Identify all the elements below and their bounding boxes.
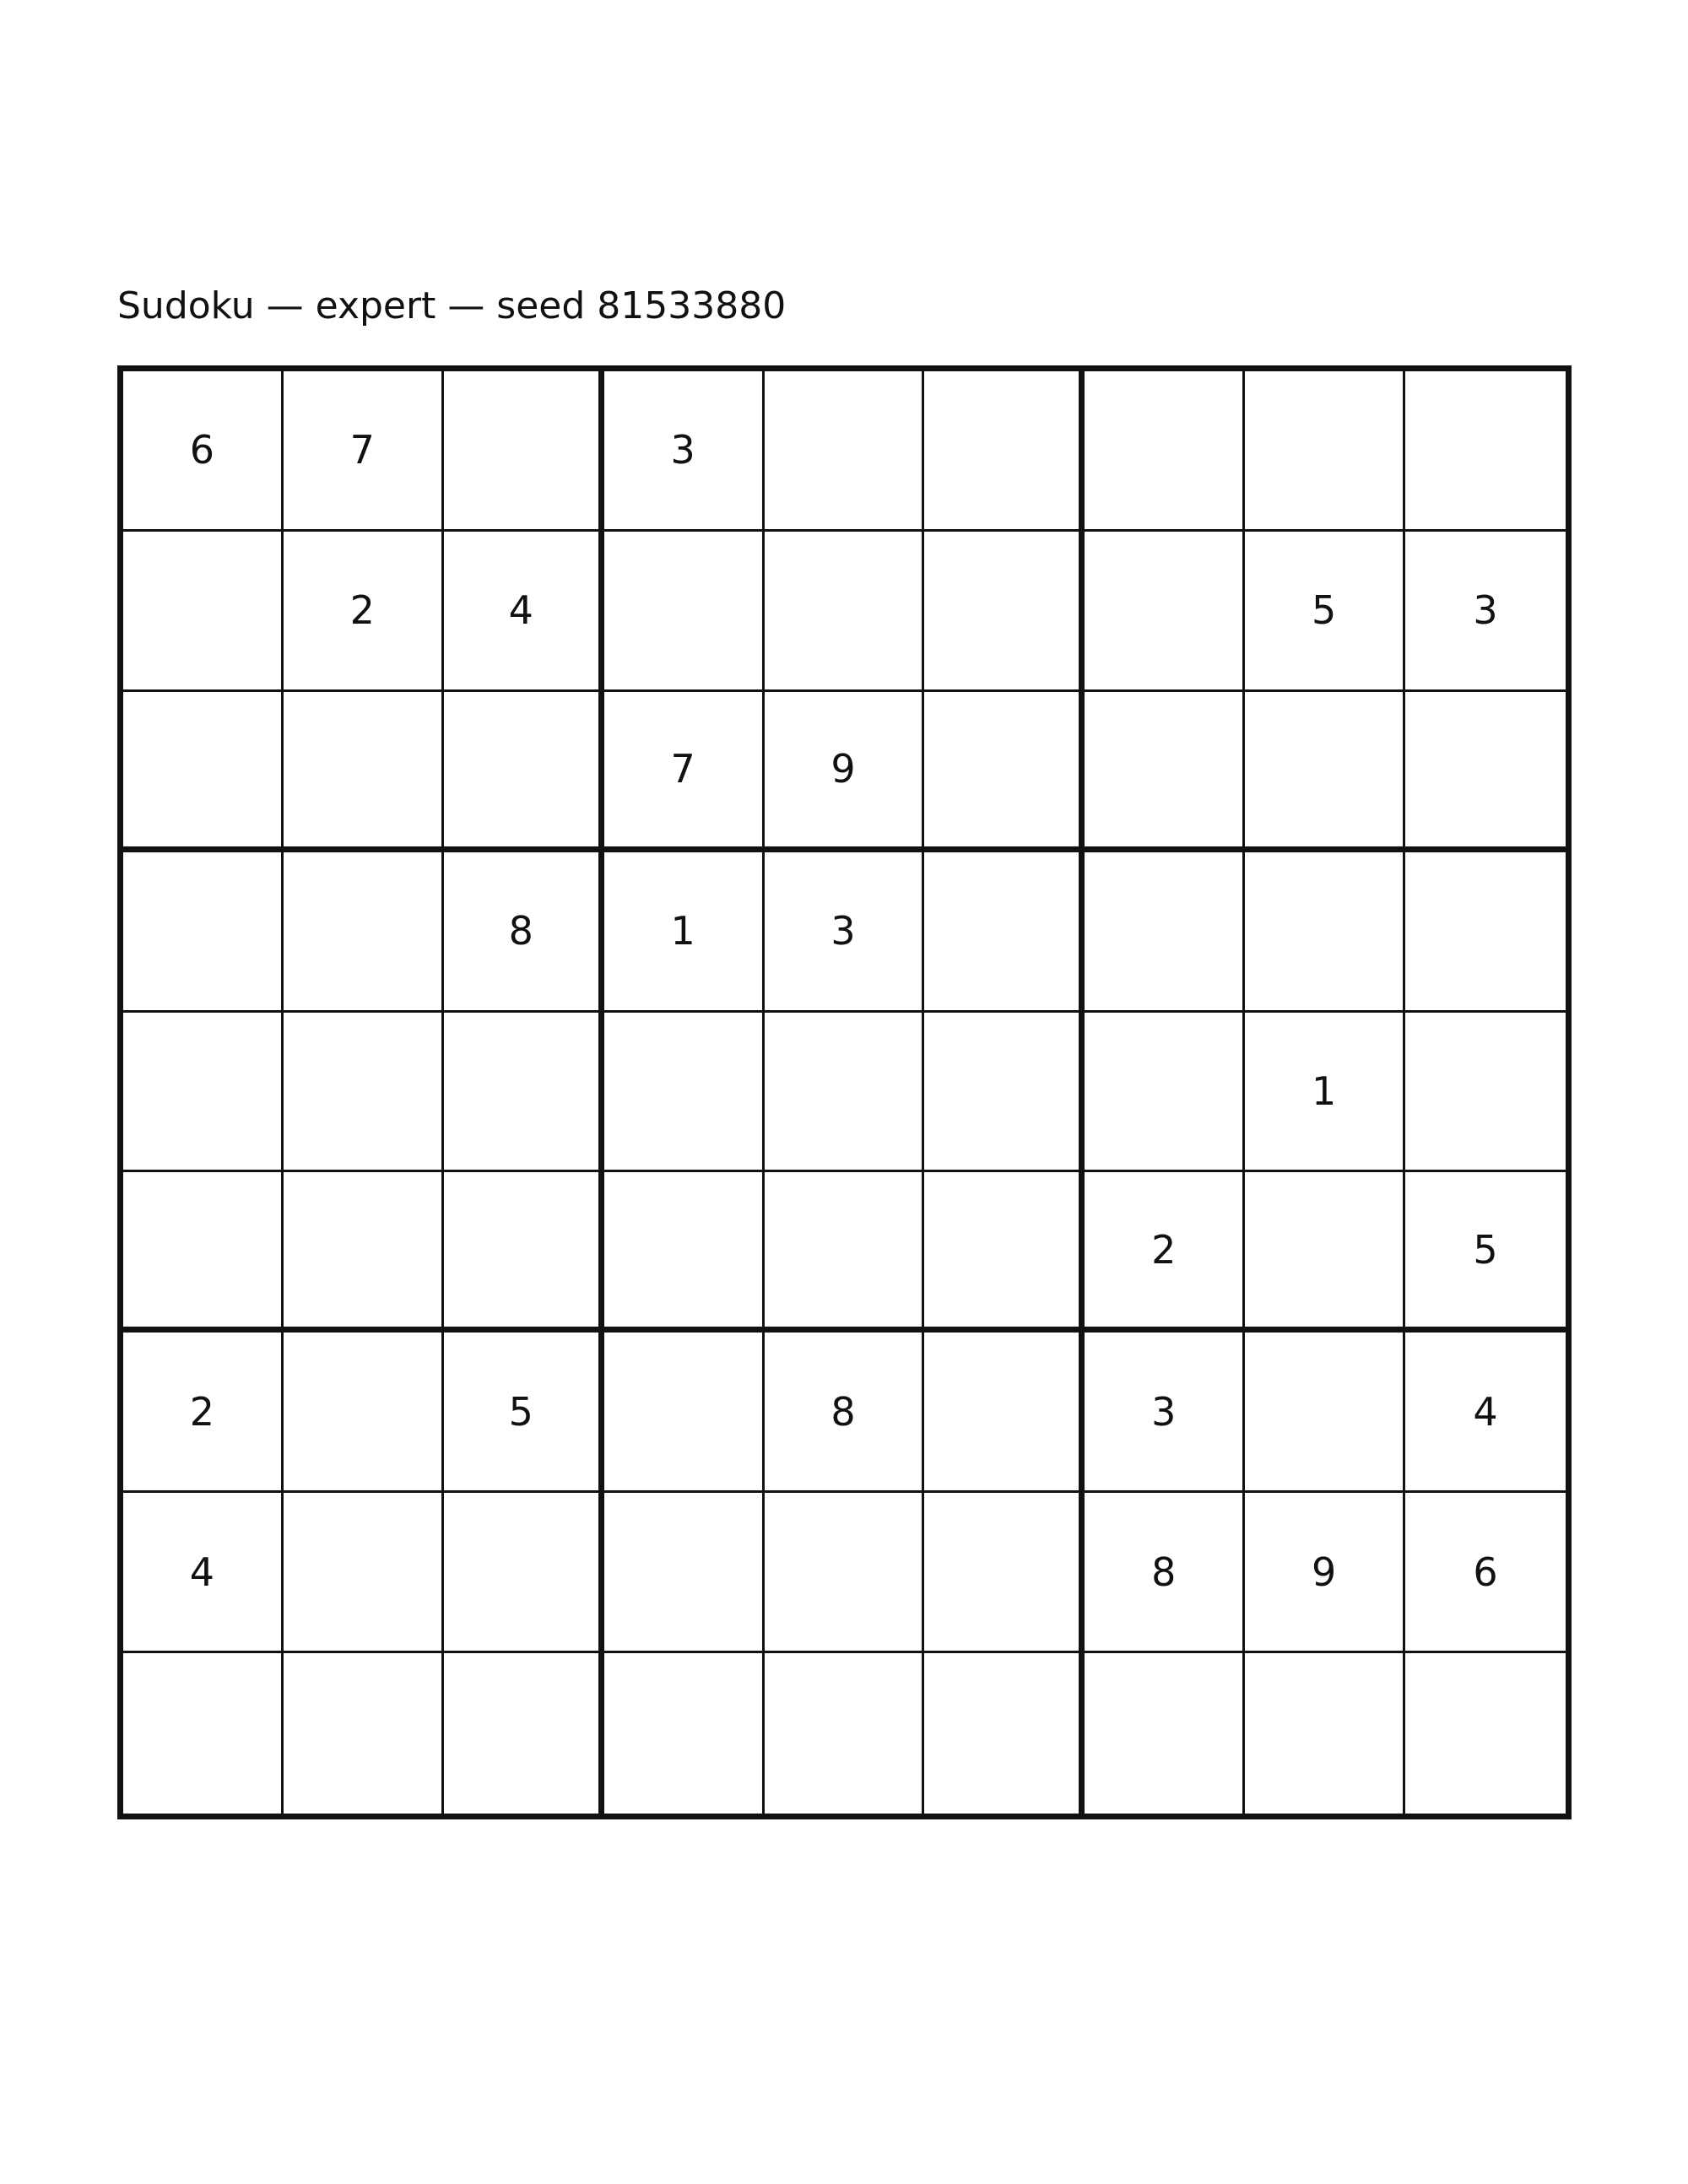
given-cell-r4c5: 3 (765, 852, 925, 1013)
empty-cell-r9c6[interactable] (924, 1653, 1085, 1814)
given-cell-r2c2: 2 (284, 532, 444, 692)
empty-cell-r9c5[interactable] (765, 1653, 925, 1814)
empty-cell-r9c8[interactable] (1245, 1653, 1405, 1814)
empty-cell-r6c4[interactable] (604, 1172, 765, 1333)
empty-cell-r8c4[interactable] (604, 1493, 765, 1653)
empty-cell-r9c3[interactable] (444, 1653, 604, 1814)
empty-cell-r2c5[interactable] (765, 532, 925, 692)
empty-cell-r6c3[interactable] (444, 1172, 604, 1333)
given-cell-r4c4: 1 (604, 852, 765, 1013)
empty-cell-r1c7[interactable] (1085, 371, 1245, 532)
empty-cell-r4c2[interactable] (284, 852, 444, 1013)
empty-cell-r2c4[interactable] (604, 532, 765, 692)
empty-cell-r3c2[interactable] (284, 692, 444, 852)
given-cell-r4c3: 8 (444, 852, 604, 1013)
given-cell-r2c8: 5 (1245, 532, 1405, 692)
empty-cell-r2c6[interactable] (924, 532, 1085, 692)
empty-cell-r6c8[interactable] (1245, 1172, 1405, 1333)
empty-cell-r3c9[interactable] (1405, 692, 1566, 852)
empty-cell-r7c6[interactable] (924, 1333, 1085, 1493)
empty-cell-r3c6[interactable] (924, 692, 1085, 852)
empty-cell-r9c9[interactable] (1405, 1653, 1566, 1814)
given-cell-r1c1: 6 (123, 371, 284, 532)
empty-cell-r1c6[interactable] (924, 371, 1085, 532)
empty-cell-r3c8[interactable] (1245, 692, 1405, 852)
given-cell-r8c7: 8 (1085, 1493, 1245, 1653)
empty-cell-r8c5[interactable] (765, 1493, 925, 1653)
given-cell-r1c2: 7 (284, 371, 444, 532)
empty-cell-r9c4[interactable] (604, 1653, 765, 1814)
given-cell-r8c8: 9 (1245, 1493, 1405, 1653)
empty-cell-r5c7[interactable] (1085, 1013, 1245, 1173)
given-cell-r7c7: 3 (1085, 1333, 1245, 1493)
given-cell-r5c8: 1 (1245, 1013, 1405, 1173)
given-cell-r3c4: 7 (604, 692, 765, 852)
empty-cell-r8c3[interactable] (444, 1493, 604, 1653)
given-cell-r6c9: 5 (1405, 1172, 1566, 1333)
sudoku-board (117, 365, 1572, 1819)
given-cell-r2c3: 4 (444, 532, 604, 692)
given-cell-r7c3: 5 (444, 1333, 604, 1493)
empty-cell-r1c8[interactable] (1245, 371, 1405, 532)
given-cell-r7c9: 4 (1405, 1333, 1566, 1493)
given-cell-r7c1: 2 (123, 1333, 284, 1493)
empty-cell-r4c6[interactable] (924, 852, 1085, 1013)
given-cell-r6c7: 2 (1085, 1172, 1245, 1333)
given-cell-r8c9: 6 (1405, 1493, 1566, 1653)
empty-cell-r4c8[interactable] (1245, 852, 1405, 1013)
given-cell-r1c4: 3 (604, 371, 765, 532)
empty-cell-r8c6[interactable] (924, 1493, 1085, 1653)
empty-cell-r5c4[interactable] (604, 1013, 765, 1173)
empty-cell-r5c2[interactable] (284, 1013, 444, 1173)
empty-cell-r8c2[interactable] (284, 1493, 444, 1653)
empty-cell-r3c1[interactable] (123, 692, 284, 852)
empty-cell-r4c9[interactable] (1405, 852, 1566, 1013)
empty-cell-r9c7[interactable] (1085, 1653, 1245, 1814)
empty-cell-r5c6[interactable] (924, 1013, 1085, 1173)
given-cell-r7c5: 8 (765, 1333, 925, 1493)
empty-cell-r4c1[interactable] (123, 852, 284, 1013)
given-cell-r2c9: 3 (1405, 532, 1566, 692)
empty-cell-r2c1[interactable] (123, 532, 284, 692)
empty-cell-r2c7[interactable] (1085, 532, 1245, 692)
empty-cell-r5c9[interactable] (1405, 1013, 1566, 1173)
empty-cell-r4c7[interactable] (1085, 852, 1245, 1013)
empty-cell-r5c3[interactable] (444, 1013, 604, 1173)
empty-cell-r6c6[interactable] (924, 1172, 1085, 1333)
empty-cell-r7c8[interactable] (1245, 1333, 1405, 1493)
empty-cell-r3c3[interactable] (444, 692, 604, 852)
empty-cell-r1c9[interactable] (1405, 371, 1566, 532)
empty-cell-r6c2[interactable] (284, 1172, 444, 1333)
empty-cell-r7c4[interactable] (604, 1333, 765, 1493)
given-cell-r3c5: 9 (765, 692, 925, 852)
given-cell-r8c1: 4 (123, 1493, 284, 1653)
empty-cell-r9c2[interactable] (284, 1653, 444, 1814)
empty-cell-r5c1[interactable] (123, 1013, 284, 1173)
empty-cell-r1c5[interactable] (765, 371, 925, 532)
empty-cell-r6c1[interactable] (123, 1172, 284, 1333)
empty-cell-r1c3[interactable] (444, 371, 604, 532)
empty-cell-r3c7[interactable] (1085, 692, 1245, 852)
empty-cell-r7c2[interactable] (284, 1333, 444, 1493)
empty-cell-r9c1[interactable] (123, 1653, 284, 1814)
empty-cell-r6c5[interactable] (765, 1172, 925, 1333)
empty-cell-r5c5[interactable] (765, 1013, 925, 1173)
puzzle-title: Sudoku — expert — seed 81533880 (117, 284, 787, 327)
